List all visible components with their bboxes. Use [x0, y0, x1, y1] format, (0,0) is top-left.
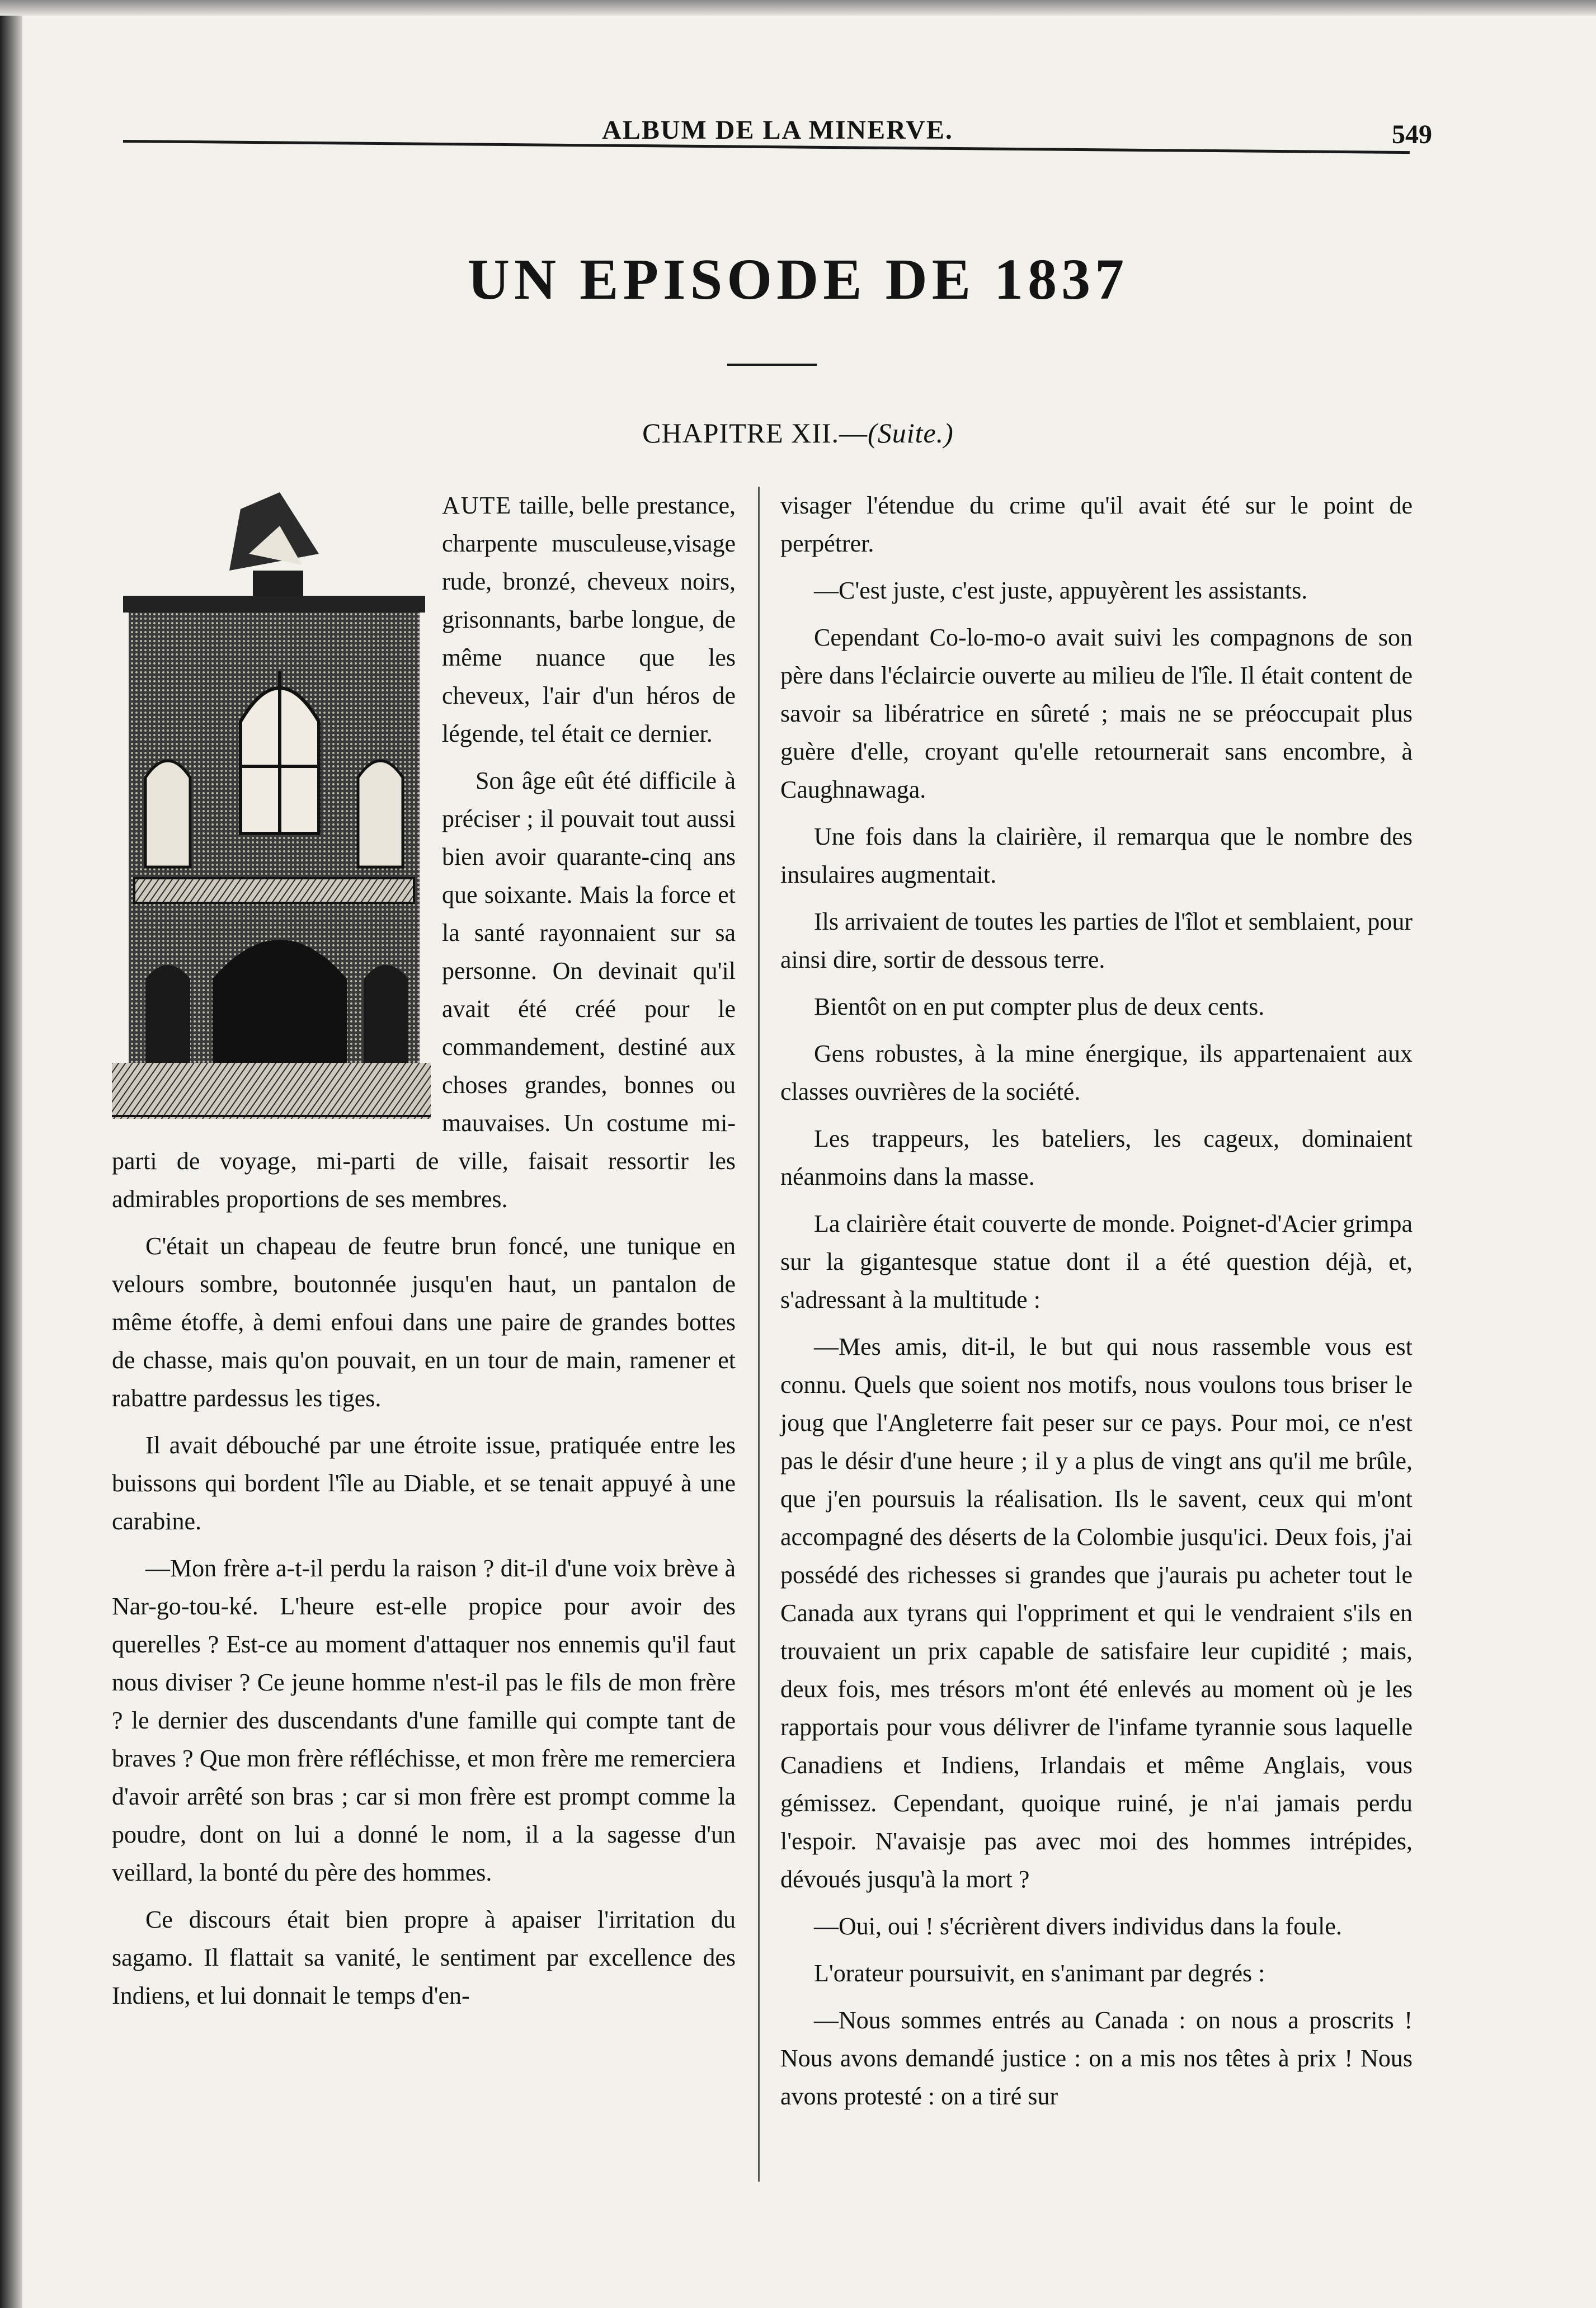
page-edge-shadow	[0, 0, 22, 2308]
page-number: 549	[1392, 120, 1432, 149]
paragraph-13: Gens robustes, à la mine énergique, ils appartenaient aux classes ouvrières de la société.	[780, 1040, 1413, 1105]
paragraph-16: —Mes amis, dit-il, le but qui nous rassemble vous est connu. Quels que soient nos motifs, nous voulons tous briser le joug que l'Angleterre fait peser sur ce pays. Pour moi, ce n'est pas le désir d'une heure ; il y a plus de vingt ans qu'il me brûle, que j'en poursuis la réalisation. Ils le savent, ceux qui m'ont accompagné des déserts de la Colombie jusqu'ici. Deux fois, j'ai possédé des richesses si grandes que j'aurais pu acheter tout le Canada aux tyrans qui l'oppriment et qui le vendraient s'ils en trouvaient un prix capable de satisfaire leur cupidité ; mais, deux fois, mes trésors m'ont été enlevés au moment où je les rapportais pour vous délivrer de l'infame tyrannie sous laquelle Canadiens et Indiens, Irlandais et même Anglais, vous gémissez. Cependant, quoique ruiné, je n'ai jamais perdu l'espoir. N'avaisje pas avec moi des hommes intrépides, dévoués jusqu'à la mort ?	[780, 1333, 1413, 1893]
paragraph-11: Ils arrivaient de toutes les parties de l'îlot et semblaient, pour ainsi dire, sortir de dessous terre.	[780, 908, 1413, 973]
paragraph-9: Cependant Co-lo-mo-o avait suivi les compagnons de son père dans l'éclaircie ouverte au milieu de l'île. Il était content de savoir sa libératrice en sûreté ; mais ne se préoccupait plus guère d'elle, croyant qu'elle retournerait sans encombre, à Caughnawaga.	[780, 624, 1413, 803]
paragraph-18: L'orateur poursuivit, en s'animant par degrés :	[814, 1960, 1265, 1987]
paragraph-19: —Nous sommes entrés au Canada : on nous a proscrits ! Nous avons demandé justice : on a mis nos têtes à prix ! Nous avons protesté : on a tiré sur	[780, 2006, 1413, 2110]
title-divider	[727, 364, 817, 366]
paragraph-2: Son âge eût été difficile à préciser ; il pouvait tout aussi bien avoir quarante-cinq ans que soixante. Mais la force et la santé rayonnaient sur sa personne. On devinait qu'il avait été créé pour le commandement, destiné aux choses grandes, bonnes ou mauvaises. Un costume mi-parti de voyage, mi-parti de ville, faisait ressortir les admirables proportions de ses membres.	[112, 767, 736, 1213]
paragraph-1-text: taille, belle prestance, charpente musculeuse,visage rude, bronzé, cheveux noirs, grisonnants, barbe longue, de même nuance que les cheveux, l'air d'un héros de légende, tel était ce dernier.	[442, 492, 736, 747]
paragraph-15: La clairière était couverte de monde. Poignet-d'Acier grimpa sur la gigantesque statue dont il a été question déjà, et, s'adressant à la multitude :	[780, 1210, 1413, 1313]
left-column	[112, 487, 736, 2024]
article-title: UN EPISODE DE 1837	[467, 247, 1129, 312]
paragraph-5: —Mon frère a-t-il perdu la raison ? dit-il d'une voix brève à Nar-go-tou-ké. L'heure est-elle propice pour avoir des querelles ? Est-ce au moment d'attaquer nos ennemis qu'il faut nous diviser ? Ce jeune homme n'est-il pas le fils de mon frère ? le dernier des duscendants d'une famille qui compte tant de braves ? Que mon frère réfléchisse, et mon frère me remerciera d'avoir arrêté son bras ; car si mon frère est prompt comme la poudre, dont on lui a donné le nom, il a la sagesse d'un veillard, la bonté du père des hommes.	[112, 1555, 736, 1886]
right-column	[780, 487, 1413, 2125]
paragraph-6: Ce discours était bien propre à apaiser l'irritation du sagamo. Il flattait sa vanité, le sentiment par excellence des Indiens, et lui donnait le temps d'en-	[112, 1906, 736, 2009]
paragraph-3: C'était un chapeau de feutre brun foncé, une tunique en velours sombre, boutonnée jusqu'en haut, un pantalon de même étoffe, à demi enfoui dans une paire de grandes bottes de chasse, mais qu'on pouvait, en un tour de main, ramener et rabattre pardessus les tiges.	[112, 1232, 736, 1412]
column-divider	[758, 487, 760, 2182]
periodical-title: ALBUM DE LA MINERVE.	[602, 115, 953, 145]
gothic-building-illustration	[112, 487, 431, 1119]
paragraph-12: Bientôt on en put compter plus de deux cents.	[814, 993, 1265, 1020]
paragraph-14: Les trappeurs, les bateliers, les cageux, dominaient néanmoins dans la masse.	[780, 1125, 1413, 1190]
paragraph-17: —Oui, oui ! s'écrièrent divers individus dans la foule.	[814, 1913, 1342, 1940]
chapter-label: CHAPITRE XII.—	[642, 417, 868, 449]
paragraph-7: visager l'étendue du crime qu'il avait été sur le point de perpétrer.	[780, 492, 1413, 557]
opening-word: AUTE	[442, 492, 512, 519]
page-top-edge	[0, 0, 1596, 16]
paragraph-10: Une fois dans la clairière, il remarqua que le nombre des insulaires augmentait.	[780, 823, 1413, 888]
chapter-suite: (Suite.)	[868, 417, 954, 449]
chapter-heading	[0, 417, 1596, 449]
paragraph-4: Il avait débouché par une étroite issue, pratiquée entre les buissons qui bordent l'île au Diable, et se tenait appuyé à une carabine.	[112, 1431, 736, 1535]
paragraph-8: —C'est juste, c'est juste, appuyèrent les assistants.	[814, 577, 1308, 604]
